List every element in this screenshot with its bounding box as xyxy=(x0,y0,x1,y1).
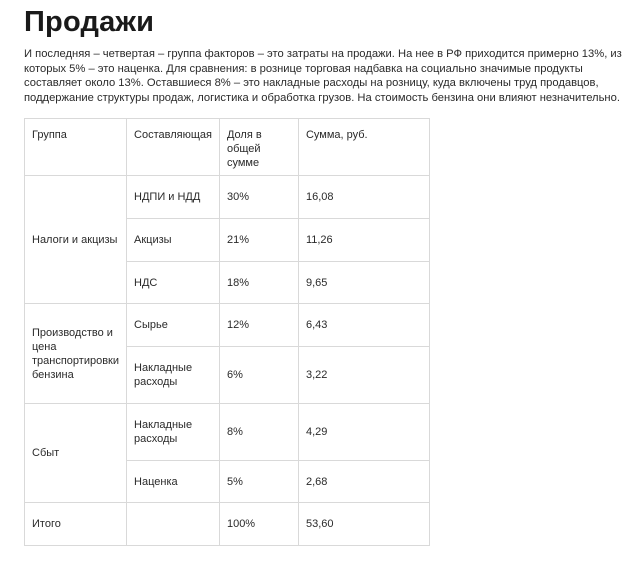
component-cell: Накладные расходы xyxy=(127,404,220,461)
sum-cell: 11,26 xyxy=(298,219,429,262)
table-row xyxy=(25,304,430,347)
header-sum: Сумма, руб. xyxy=(298,119,429,176)
total-component xyxy=(127,503,220,546)
group-cell: Налоги и акцизы xyxy=(25,176,127,304)
sum-cell: 16,08 xyxy=(298,176,429,219)
share-cell: 30% xyxy=(219,176,298,219)
component-cell: НДПИ и НДД xyxy=(127,176,220,219)
share-cell: 12% xyxy=(219,304,298,347)
share-cell: 18% xyxy=(219,262,298,304)
table-row xyxy=(25,404,430,461)
component-cell: Накладные расходы xyxy=(127,347,220,404)
share-cell: 21% xyxy=(219,219,298,262)
section-heading: Продажи xyxy=(24,6,155,38)
header-component: Составляющая xyxy=(127,119,220,176)
cost-structure-table xyxy=(24,118,430,546)
table-row xyxy=(25,176,430,219)
header-group: Группа xyxy=(25,119,127,176)
sum-cell: 4,29 xyxy=(298,404,429,461)
sum-cell: 3,22 xyxy=(298,347,429,404)
total-share: 100% xyxy=(219,503,298,546)
total-row xyxy=(25,503,430,546)
header-share: Доля в общей сумме xyxy=(219,119,298,176)
sum-cell: 9,65 xyxy=(298,262,429,304)
share-cell: 8% xyxy=(219,404,298,461)
total-sum: 53,60 xyxy=(298,503,429,546)
component-cell: НДС xyxy=(127,262,220,304)
share-cell: 6% xyxy=(219,347,298,404)
share-cell: 5% xyxy=(219,461,298,503)
intro-paragraph: И последняя – четвертая – группа факторов – это затраты на продажи. На нее в РФ приходится примерно 13%, из которых 5% – это наценка. Для сравнения: в рознице торговая надбавка на социально значимые продукты составляет около 13%. Оставшиеся 8% – это накладные расходы на розницу, куда включены труд продавцов, поддержание структуры продаж, логистика и обработка грузов. На стоимость бензина они влияют незначительно. xyxy=(24,48,622,104)
sum-cell: 2,68 xyxy=(298,461,429,503)
sum-cell: 6,43 xyxy=(298,304,429,347)
component-cell: Акцизы xyxy=(127,219,220,262)
group-cell: Сбыт xyxy=(25,404,127,503)
component-cell: Наценка xyxy=(127,461,220,503)
group-cell: Производство и цена транспортировки бензина xyxy=(25,304,127,404)
table-header-row xyxy=(25,119,430,176)
component-cell: Сырье xyxy=(127,304,220,347)
total-label: Итого xyxy=(25,503,127,546)
